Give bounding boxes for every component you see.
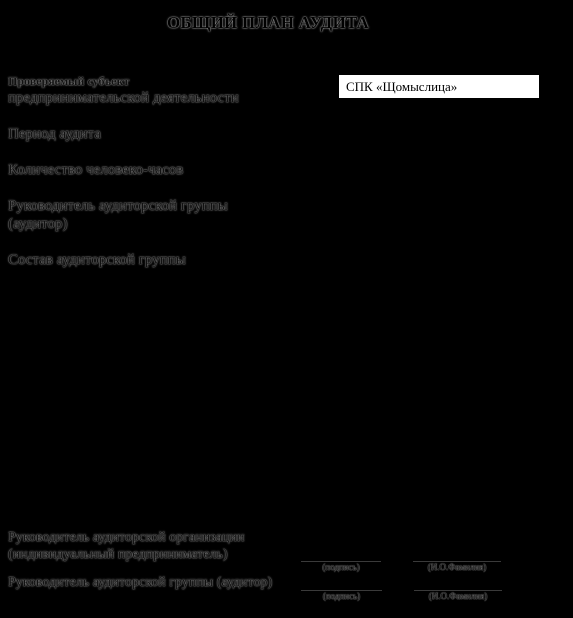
period-label: Период аудита — [8, 126, 101, 142]
org-head-label-line2: (индивидуальный предприниматель) — [8, 547, 228, 562]
group-head-label: Руководитель аудиторской группы (аудитор) — [8, 575, 273, 590]
org-head-label-line1: Руководитель аудиторской организации — [8, 530, 245, 545]
subject-label-line2: предпринимательской деятельности — [8, 90, 239, 106]
team-label: Состав аудиторской группы — [8, 252, 186, 268]
document-title: ОБЩИЙ ПЛАН АУДИТА — [166, 13, 370, 32]
hours-label: Количество человеко-часов — [8, 162, 184, 178]
subject-value-field[interactable]: СПК «Щомыслица» — [339, 75, 539, 98]
leader-label-line2: (аудитор) — [8, 216, 68, 232]
group-head-signature-caption: (подпись) — [322, 591, 361, 601]
leader-label-line1: Руководитель аудиторской группы — [8, 198, 228, 214]
group-head-name-caption: (И.О.Фамилия) — [428, 591, 488, 601]
org-head-name-caption: (И.О.Фамилия) — [427, 562, 487, 572]
org-head-signature-caption: (подпись) — [322, 562, 360, 572]
subject-label-line1: Проверяемый субъект — [8, 74, 130, 88]
